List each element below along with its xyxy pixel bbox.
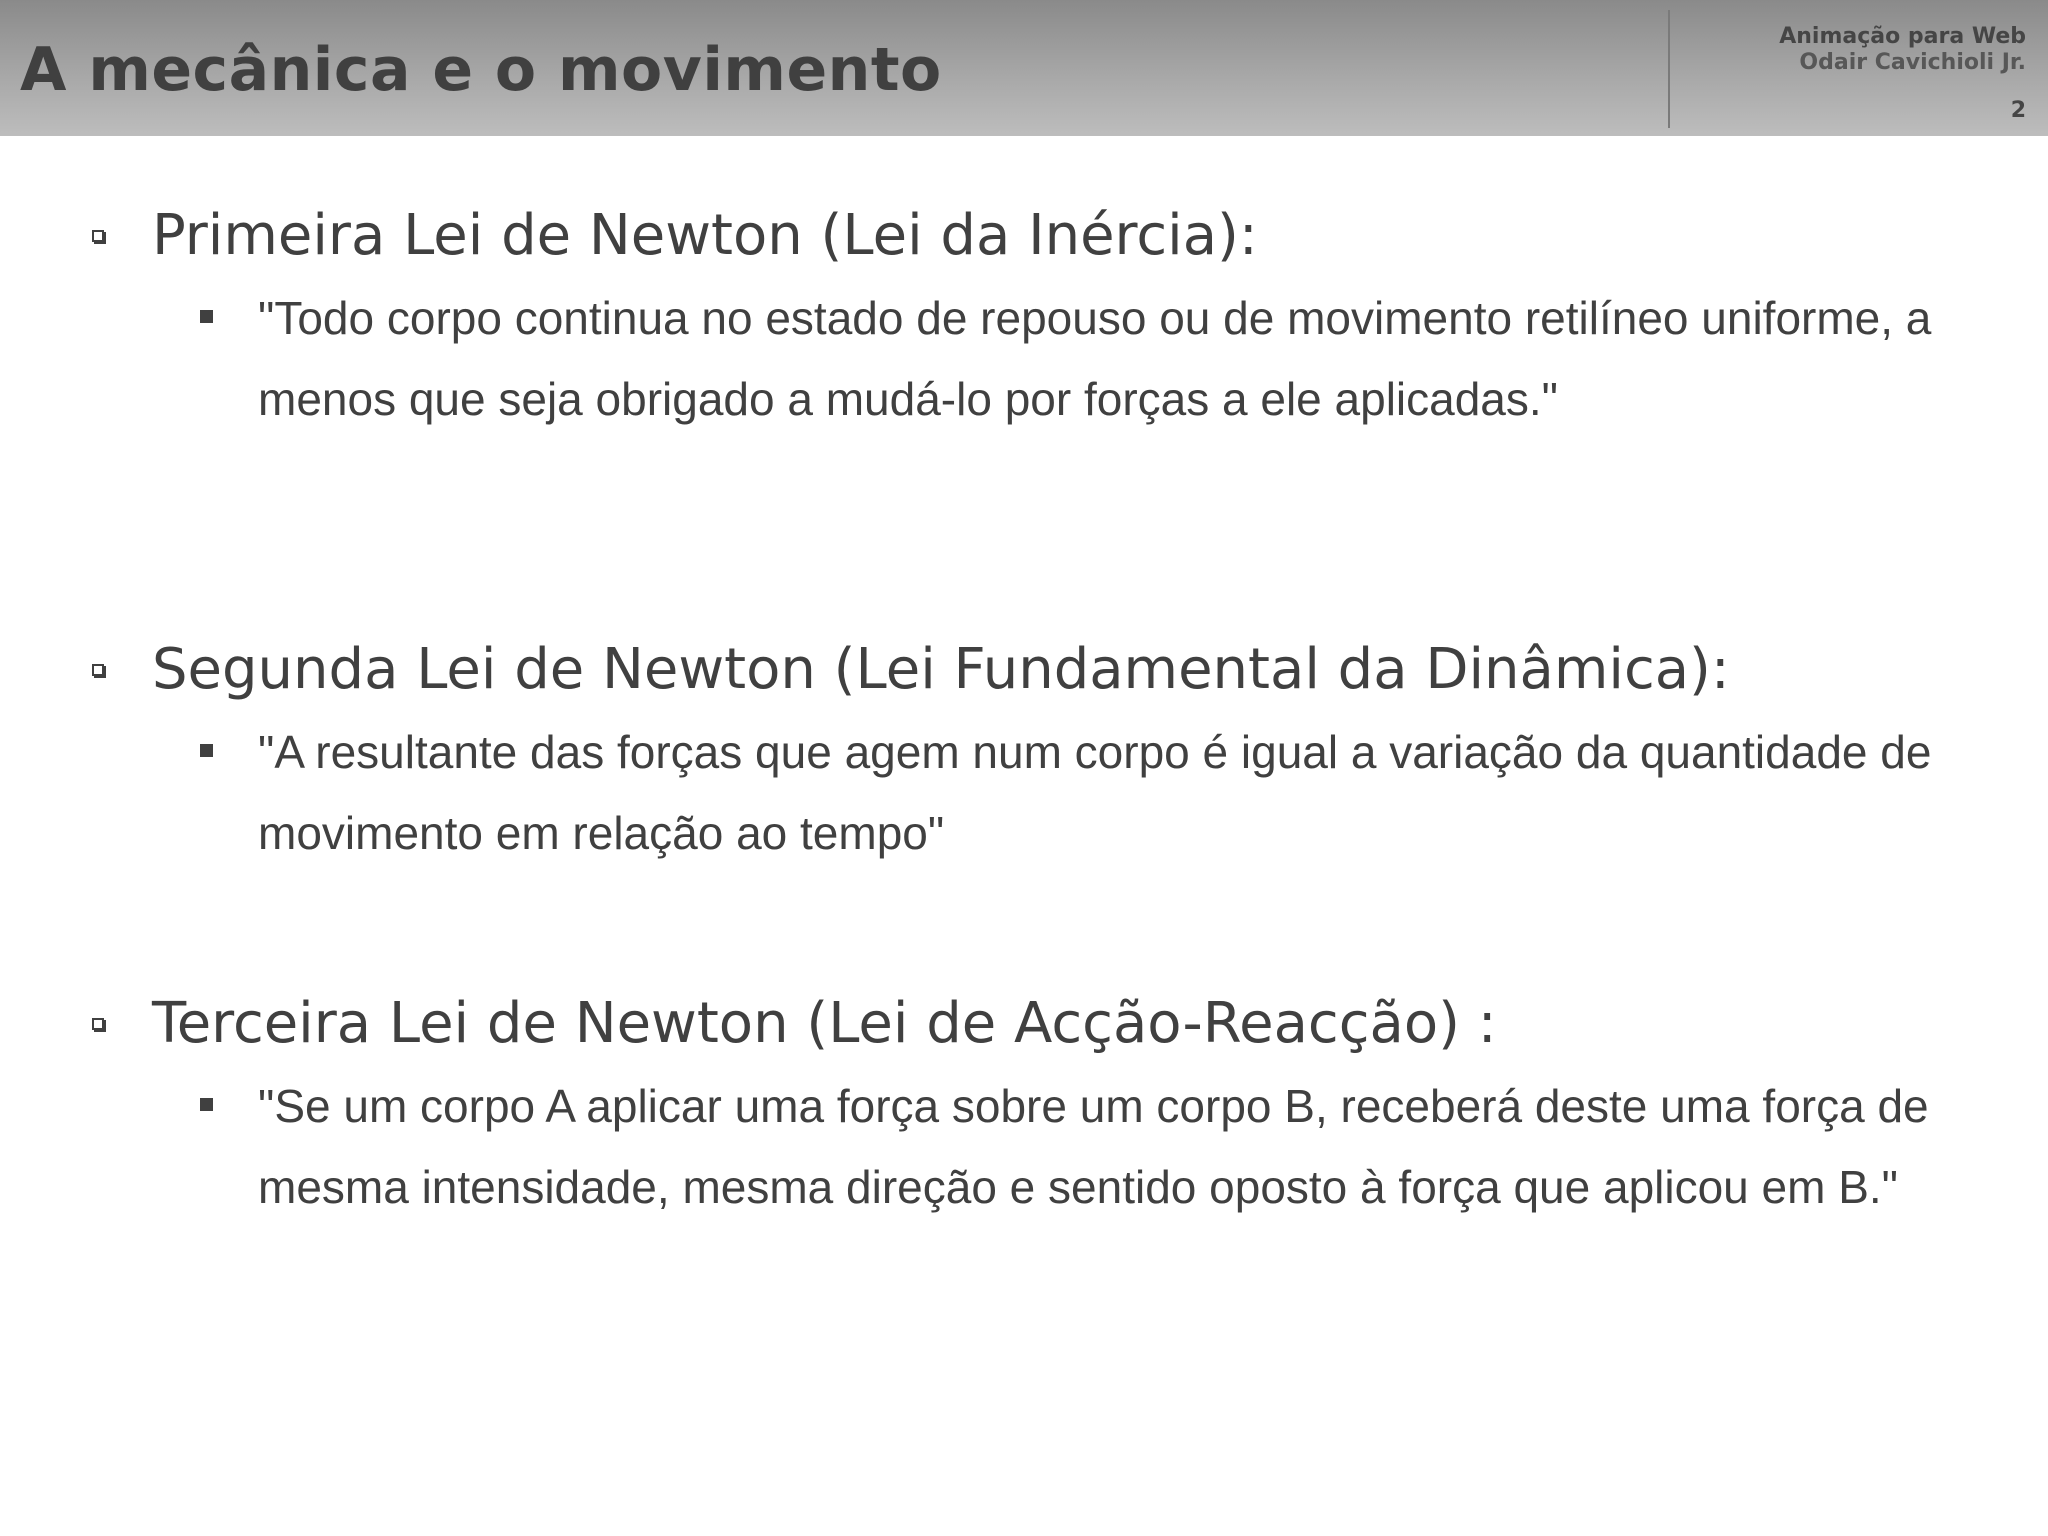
slide-title: A mecânica e o movimento (20, 35, 942, 105)
solid-square-bullet-icon (200, 1098, 213, 1111)
law-item-first (0, 198, 2048, 440)
law-quote: "Todo corpo continua no estado de repouso ou de movimento retilíneo uniforme, a menos que seja obrigado a mudá-lo por forças a ele aplicadas." (258, 292, 1932, 425)
solid-square-bullet-icon (200, 744, 213, 757)
page-number: 2 (2010, 98, 2026, 123)
law-item-third (0, 986, 2048, 1228)
hollow-square-bullet-icon (92, 230, 104, 242)
law-quote: "Se um corpo A aplicar uma força sobre um corpo B, receberá deste uma força de mesma intensidade, mesma direção e sentido oposto à força que aplicou em B." (258, 1080, 1929, 1213)
law-heading: Terceira Lei de Newton (Lei de Acção-Reacção) : (152, 991, 1497, 1056)
course-name: Animação para Web (1779, 24, 2026, 49)
hollow-square-bullet-icon (92, 1018, 104, 1030)
law-item-second (0, 632, 2048, 874)
author-name: Odair Cavichioli Jr. (1799, 50, 2026, 75)
law-heading: Primeira Lei de Newton (Lei da Inércia): (152, 203, 1258, 268)
hollow-square-bullet-icon (92, 664, 104, 676)
law-quote: "A resultante das forças que agem num corpo é igual a variação da quantidade de movimento em relação ao tempo" (258, 726, 1932, 859)
law-heading: Segunda Lei de Newton (Lei Fundamental da Dinâmica): (152, 637, 1730, 702)
solid-square-bullet-icon (200, 310, 213, 323)
